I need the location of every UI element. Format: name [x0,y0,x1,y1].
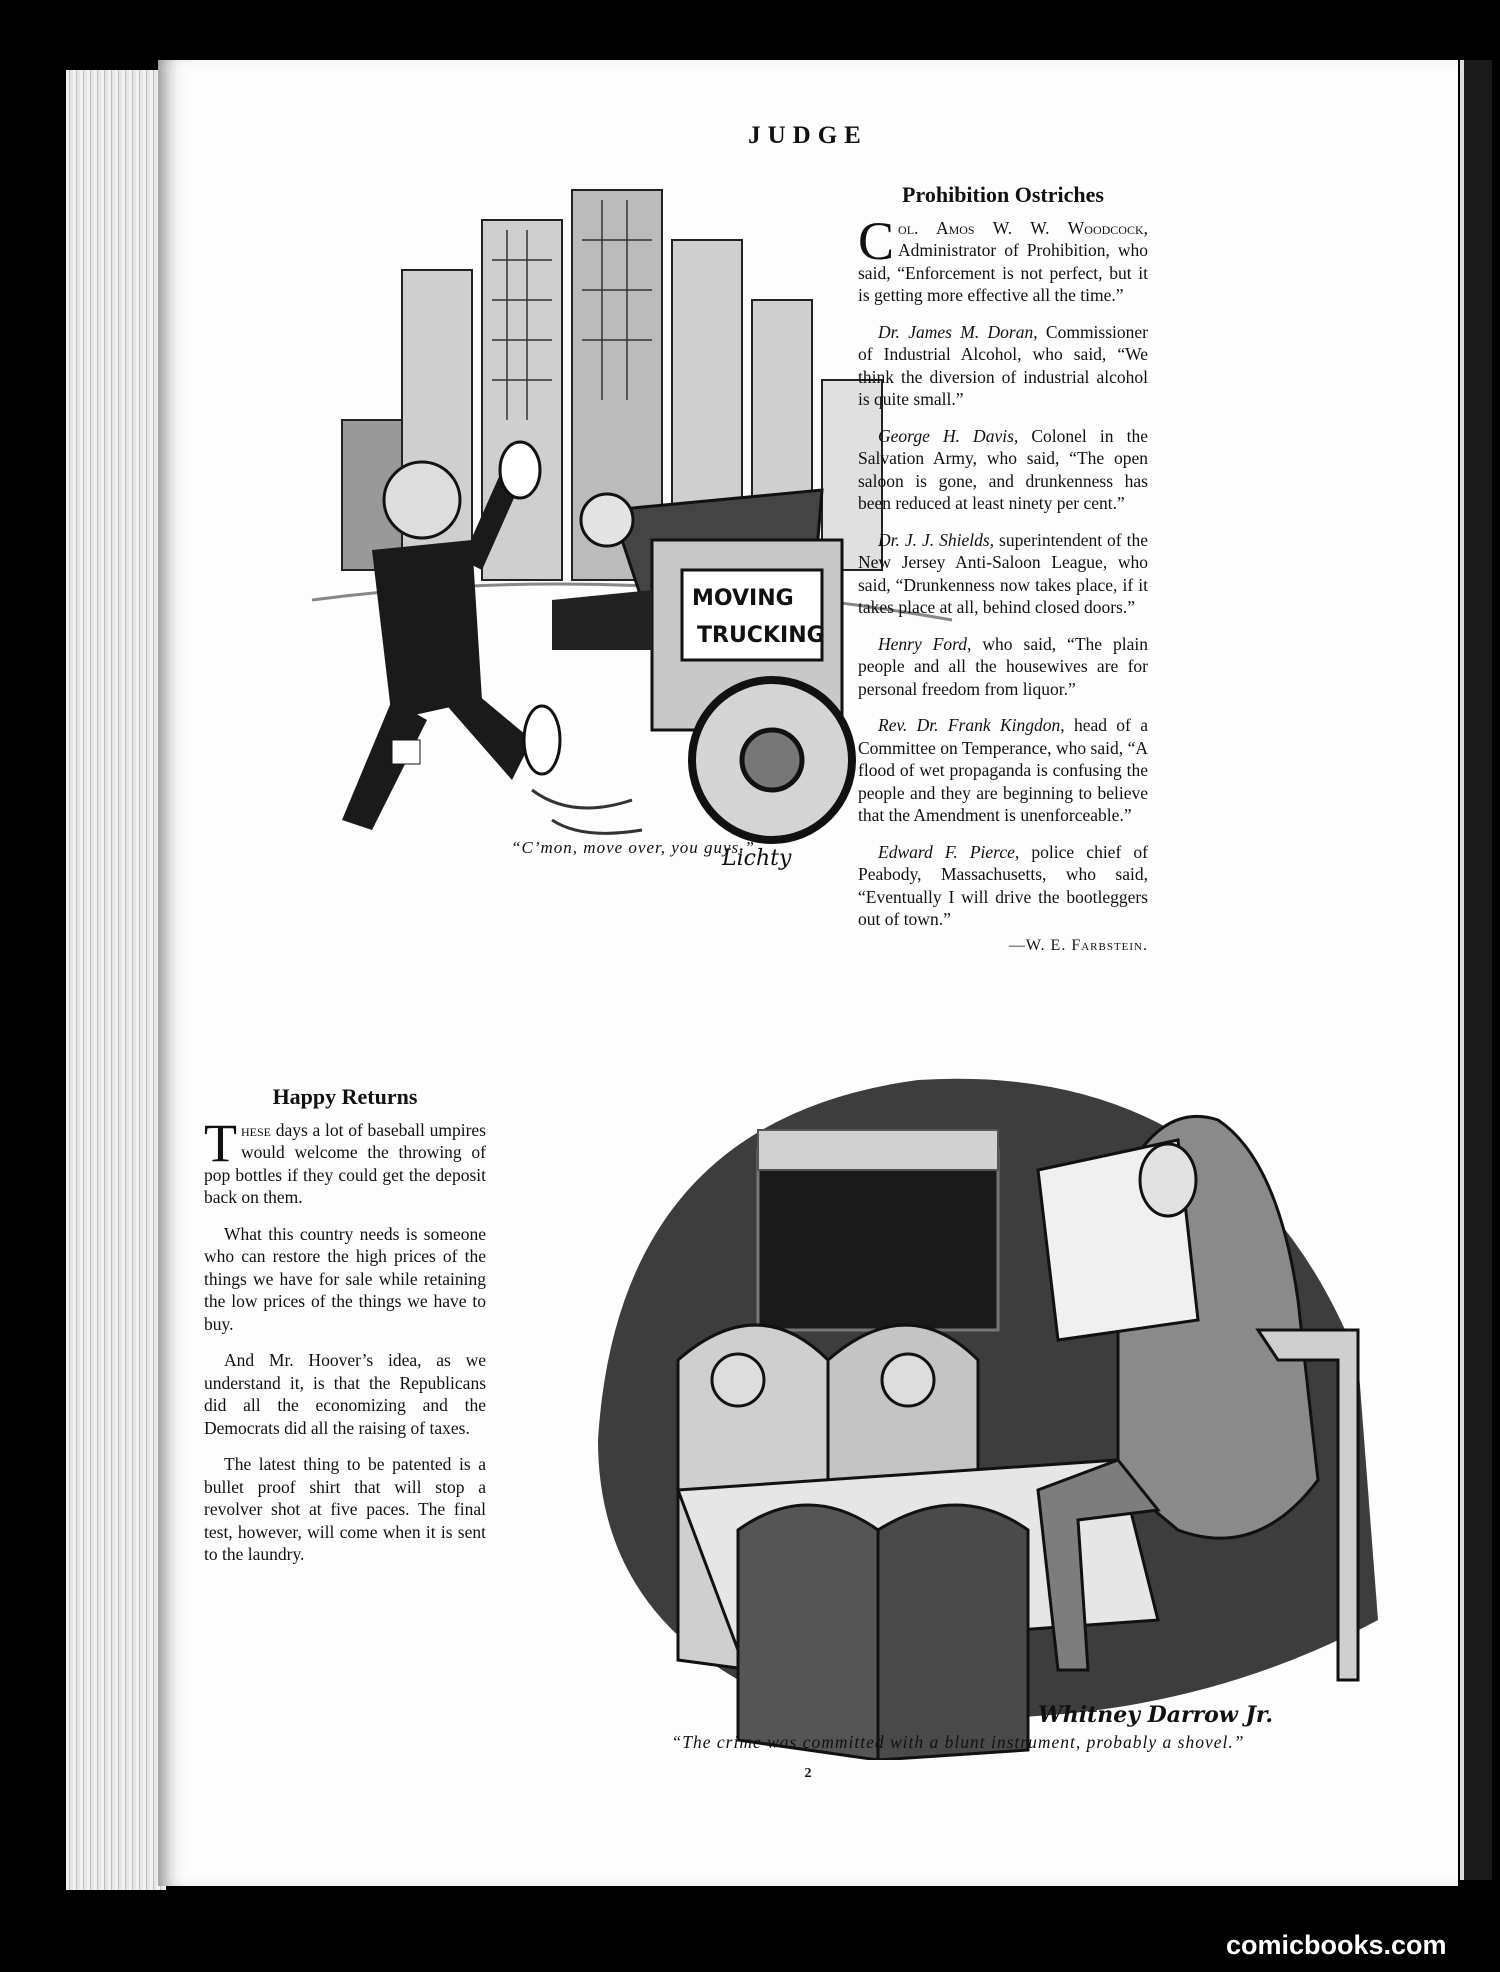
prohibition-paragraph: Dr. J. J. Shields, superintendent of the New Jersey Anti-Saloon League, who said, “Drunkenness now takes place, if it takes place at all, behind closed doors.” [858,529,1148,617]
truck-sign-line-2: TRUCKING [697,623,825,648]
happy-returns-article [204,1086,486,1580]
prohibition-title: Prohibition Ostriches [902,182,1104,207]
truck-sign-line-1: MOVING [692,586,794,611]
cartoon-1-caption: “C’mon, move over, you guys.” [511,838,755,857]
site-watermark: comicbooks.com [1226,1930,1447,1960]
happy-returns-title: Happy Returns [272,1084,418,1109]
prohibition-paragraph: Dr. James M. Doran, Commissioner of Industrial Alcohol, who said, “We think the diversion of industrial alcohol is quite small.” [858,321,1148,409]
prohibition-paragraph: Col. Amos W. W. Woodcock, Administrator of Prohibition, who said, “Enforcement is not perfect, but it is getting more effective all the time.” [858,210,1148,305]
cartoon-woman-reading [558,1060,1408,1760]
prohibition-ostriches-article [858,184,1148,957]
happy-returns-paragraph: What this country needs is someone who can restore the high prices of the things we have for sale while retaining the low prices of the things we have to buy. [204,1223,486,1334]
dropcap-t: T [204,1112,237,1173]
page-number: 2 [804,1766,812,1781]
prohibition-paragraph: George H. Davis, Colonel in the Salvation Army, who said, “The open saloon is gone, and drunkenness has been reduced at least ninety per cent.” [858,425,1148,513]
prohibition-paragraph: Henry Ford, who said, “The plain people and all the housewives are for personal freedom from liquor.” [858,633,1148,699]
magazine-page [158,60,1458,1886]
book-page-edges [66,70,166,1890]
prohibition-byline: —W. E. Farbstein. [1008,936,1148,954]
next-page-edge [1460,60,1492,1880]
artist-signature-darrow: Whitney Darrow Jr. [1038,1702,1274,1728]
dropcap-c: C [858,210,895,271]
happy-returns-paragraph: The latest thing to be patented is a bullet proof shirt that will stop a revolver shot at five paces. The final test, however, will come when it is sent to the laundry. [204,1454,486,1564]
prohibition-paragraph: Rev. Dr. Frank Kingdon, head of a Committee on Temperance, who said, “A flood of wet propaganda is confusing the people and they are beginning to believe that the Amendment is unenforceable.” [858,715,1148,825]
cartoon-2-caption: “The crime was committed with a blunt instrument, probably a shovel.” [671,1732,1245,1752]
artist-signature-lichty: Lichty [722,846,792,871]
happy-returns-paragraph: And Mr. Hoover’s idea, as we understand it, is that the Republicans did all the economizing and the Democrats did all the raising of taxes. [204,1350,486,1438]
prohibition-paragraph: Edward F. Pierce, police chief of Peabody, Massachusetts, who said, “Eventually I will drive the bootleggers out of town.” [858,841,1148,929]
masthead: JUDGE [748,122,868,149]
happy-returns-paragraph: These days a lot of baseball umpires would welcome the throwing of pop bottles if they could get the deposit back on them. [204,1112,486,1207]
